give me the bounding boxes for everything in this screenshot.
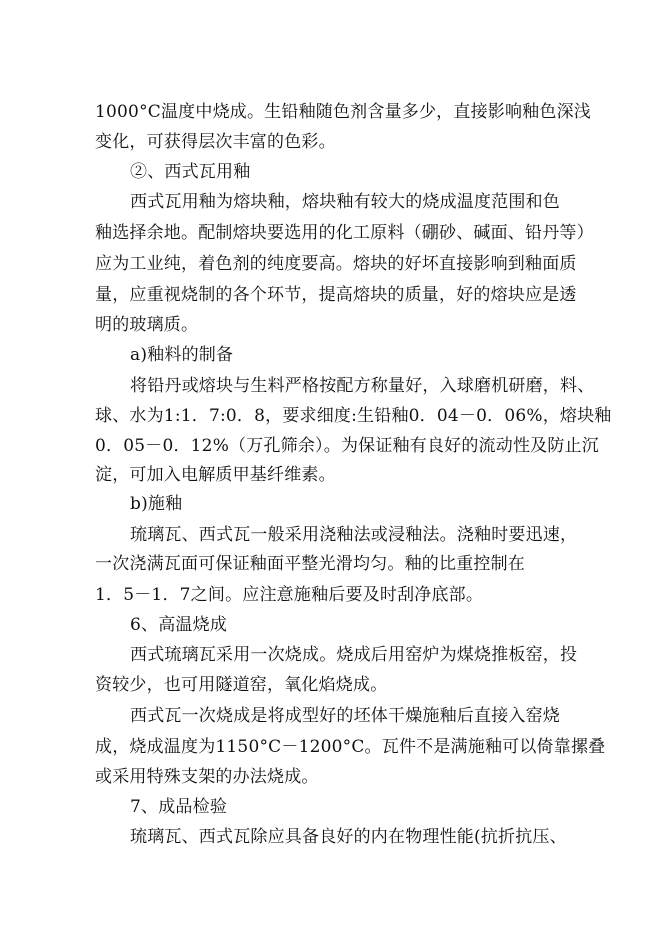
text-line-20: 资较少，也可用隧道窑，氧化焰烧成。 bbox=[95, 675, 388, 695]
text-line-25: 琉璃瓦、西式瓦除应具备良好的内在物理性能(抗折抗压、 bbox=[130, 827, 567, 847]
section-heading-western-tile-glaze: ②、西式瓦用釉 bbox=[130, 162, 251, 182]
text-line-7: 量，应重视烧制的各个环节，提高熔块的质量，好的熔块应是透 bbox=[95, 285, 577, 305]
text-line-6: 应为工业纯，着色剂的纯度要高。熔块的好坏直接影响到釉面质 bbox=[95, 254, 577, 274]
text-line-8: 明的玻璃质。 bbox=[95, 315, 199, 335]
text-line-13: 淀，可加入电解质甲基纤维素。 bbox=[95, 465, 336, 485]
text-line-19: 西式琉璃瓦采用一次烧成。烧成后用窑炉为煤烧推板窑，投 bbox=[130, 645, 578, 665]
text-line-16: 一次浇满瓦面可保证釉面平整光滑均匀。釉的比重控制在 bbox=[95, 554, 525, 574]
text-line-4: 西式瓦用釉为熔块釉，熔块釉有较大的烧成温度范围和色 bbox=[130, 192, 560, 212]
text-line-17: 1．5－1．7之间。应注意施釉后要及时刮净底部。 bbox=[95, 585, 484, 605]
section-heading-product-inspection: 7、成品检验 bbox=[130, 797, 228, 817]
text-line-12: 0．05－0．12%（万孔筛余）。为保证釉有良好的流动性及防止沉 bbox=[95, 436, 599, 456]
text-line-2: 变化，可获得层次丰富的色彩。 bbox=[95, 132, 336, 152]
text-line-10: 将铅丹或熔块与生料严格按配方称量好，入球磨机研磨，料、 bbox=[130, 376, 595, 396]
text-line-21: 西式瓦一次烧成是将成型好的坯体干燥施釉后直接入窑烧 bbox=[130, 706, 560, 726]
text-line-15: 琉璃瓦、西式瓦一般采用浇釉法或浸釉法。浇釉时要迅速， bbox=[130, 525, 578, 545]
subheading-glaze-preparation: a)釉料的制备 bbox=[130, 345, 234, 365]
section-heading-high-temp-firing: 6、高温烧成 bbox=[130, 615, 228, 635]
text-line-1: 1000°C温度中烧成。生铅釉随色剂含量多少，直接影响釉色深浅 bbox=[95, 102, 591, 122]
text-line-5: 釉选择余地。配制熔块要选用的化工原料（硼砂、碱面、铅丹等） bbox=[95, 223, 594, 243]
text-line-22: 成，烧成温度为1150°C－1200°C。瓦件不是满施釉可以倚靠摞叠 bbox=[95, 737, 606, 757]
subheading-glazing: b)施釉 bbox=[130, 494, 183, 514]
text-line-23: 或采用特殊支架的办法烧成。 bbox=[95, 767, 319, 787]
text-line-11: 球、水为1:1．7:0．8，要求细度:生铅釉0．04－0．06%，熔块釉 bbox=[95, 406, 612, 426]
